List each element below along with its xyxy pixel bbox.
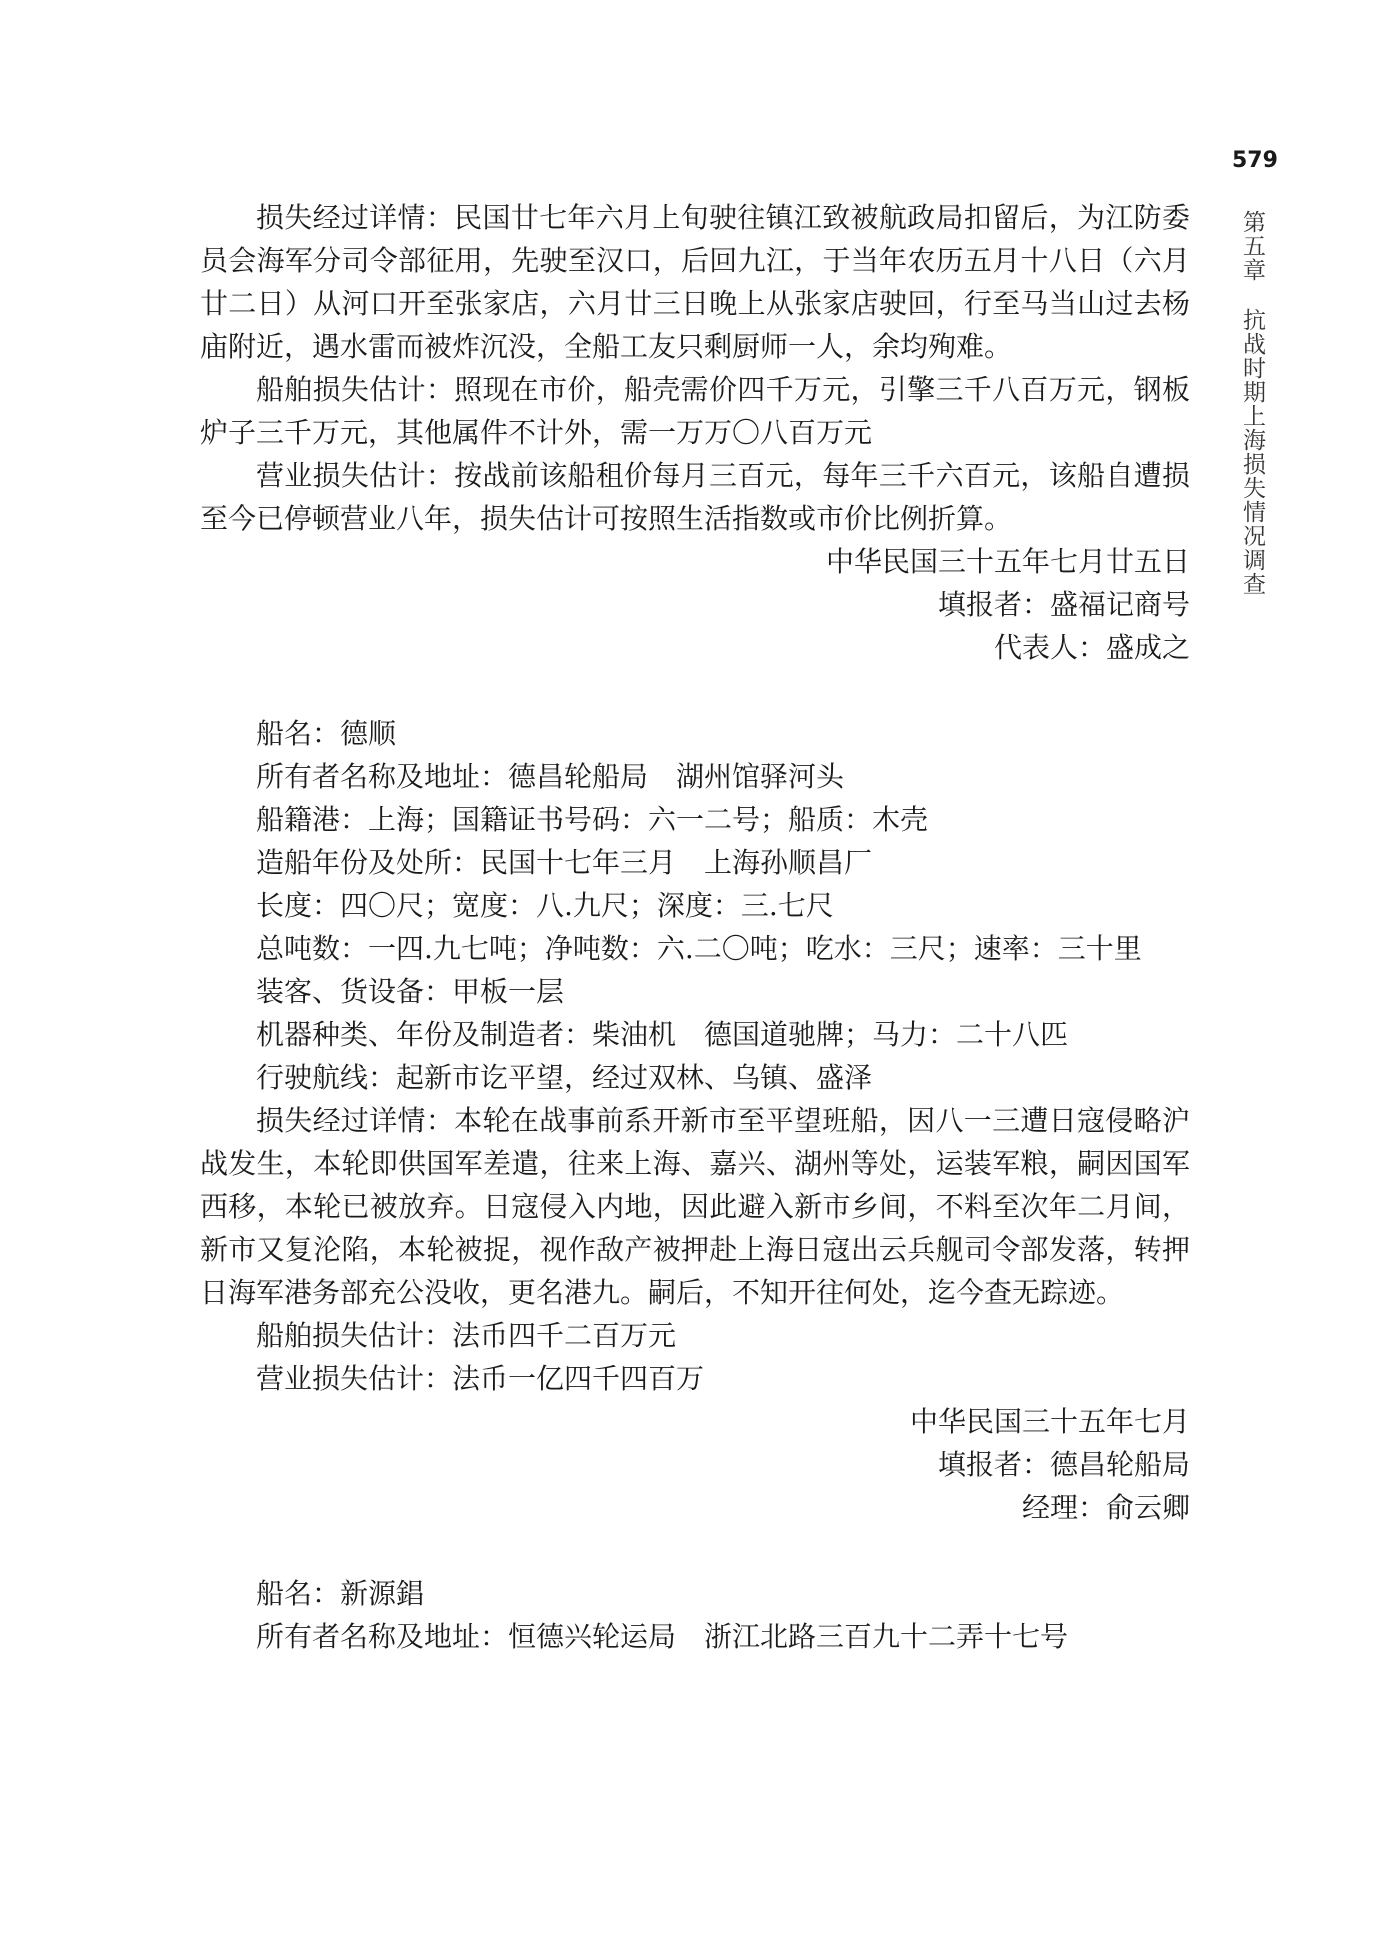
chapter-subject: 抗战时期上海损失情况调查 bbox=[1239, 308, 1265, 596]
reporter: 填报者：德昌轮船局 bbox=[937, 1448, 1190, 1481]
business-loss-estimate: 营业损失估计：按战前该船租价每月三百元，每年三千六百元，该船自遭损至今已停顿营业八年，损失估计可按照生活指数或市价比例折算。 bbox=[200, 459, 1190, 535]
engine-info: 机器种类、年份及制造者：柴油机 德国道驰牌；马力：二十八匹 bbox=[256, 1018, 1069, 1051]
registry-info: 船籍港：上海；国籍证书号码：六一二号；船质：木壳 bbox=[256, 803, 929, 836]
route-info: 行驶航线：起新市讫平望，经过双林、乌镇、盛泽 bbox=[256, 1061, 873, 1094]
record-date: 中华民国三十五年七月廿五日 bbox=[825, 545, 1190, 578]
build-info: 造船年份及处所：民国十七年三月 上海孙顺昌厂 bbox=[256, 846, 873, 879]
record-2 bbox=[200, 712, 1190, 1529]
loss-details: 损失经过详情：本轮在战事前系开新市至平望班船，因八一三遭日寇侵略沪战发生，本轮即供国军差遣，往来上海、嘉兴、湖州等处，运装军粮，嗣因国军西移，本轮已被放弃。日寇侵入内地，因此避入新市乡间，不料至次年二月间，新市又复沦陷，本轮被捉，视作敌产被押赴上海日寇出云兵舰司令部发落，转押日海军港务部充公没收，更名港九。嗣后，不知开往何处，迄今查无踪迹。 bbox=[200, 1104, 1190, 1309]
ship-loss-estimate: 船舶损失估计：照现在市价，船壳需价四千万元，引擎三千八百万元，钢板炉子三千万元，其他属件不计外，需一万万〇八百万元 bbox=[200, 373, 1190, 449]
ship-loss-estimate: 船舶损失估计：法币四千二百万元 bbox=[256, 1319, 677, 1352]
ship-name: 船名：新源錩 bbox=[256, 1577, 425, 1610]
document-body bbox=[200, 196, 1190, 1658]
manager: 经理：俞云卿 bbox=[1021, 1491, 1190, 1524]
loss-details: 损失经过详情：民国廿七年六月上旬驶往镇江致被航政局扣留后，为江防委员会海军分司令部征用，先驶至汉口，后回九江，于当年农历五月十八日（六月廿二日）从河口开至张家店，六月廿三日晚上从张家店驶回，行至马当山过去杨庙附近，遇水雷而被炸沉没，全船工友只剩厨师一人，余均殉难。 bbox=[200, 201, 1190, 363]
reporter: 填报者：盛福记商号 bbox=[937, 588, 1190, 621]
owner-info: 所有者名称及地址：恒德兴轮运局 浙江北路三百九十二弄十七号 bbox=[256, 1620, 1069, 1653]
record-date: 中华民国三十五年七月 bbox=[909, 1405, 1190, 1438]
page-number: 579 bbox=[1232, 148, 1278, 173]
ship-name: 船名：德顺 bbox=[256, 717, 397, 750]
tonnage-info: 总吨数：一四.九七吨；净吨数：六.二〇吨；吃水：三尺；速率：三十里 bbox=[256, 932, 1142, 965]
business-loss-estimate: 营业损失估计：法币一亿四千四百万 bbox=[256, 1362, 705, 1395]
chapter-label: 第五章 bbox=[1239, 210, 1265, 282]
running-header bbox=[1238, 210, 1266, 596]
equipment-info: 装客、货设备：甲板一层 bbox=[256, 975, 565, 1008]
owner-info: 所有者名称及地址：德昌轮船局 湖州馆驿河头 bbox=[256, 760, 845, 793]
representative: 代表人：盛成之 bbox=[993, 631, 1190, 664]
dimensions-info: 长度：四〇尺；宽度：八.九尺；深度：三.七尺 bbox=[256, 889, 834, 922]
record-1 bbox=[200, 196, 1190, 669]
record-3 bbox=[200, 1572, 1190, 1658]
